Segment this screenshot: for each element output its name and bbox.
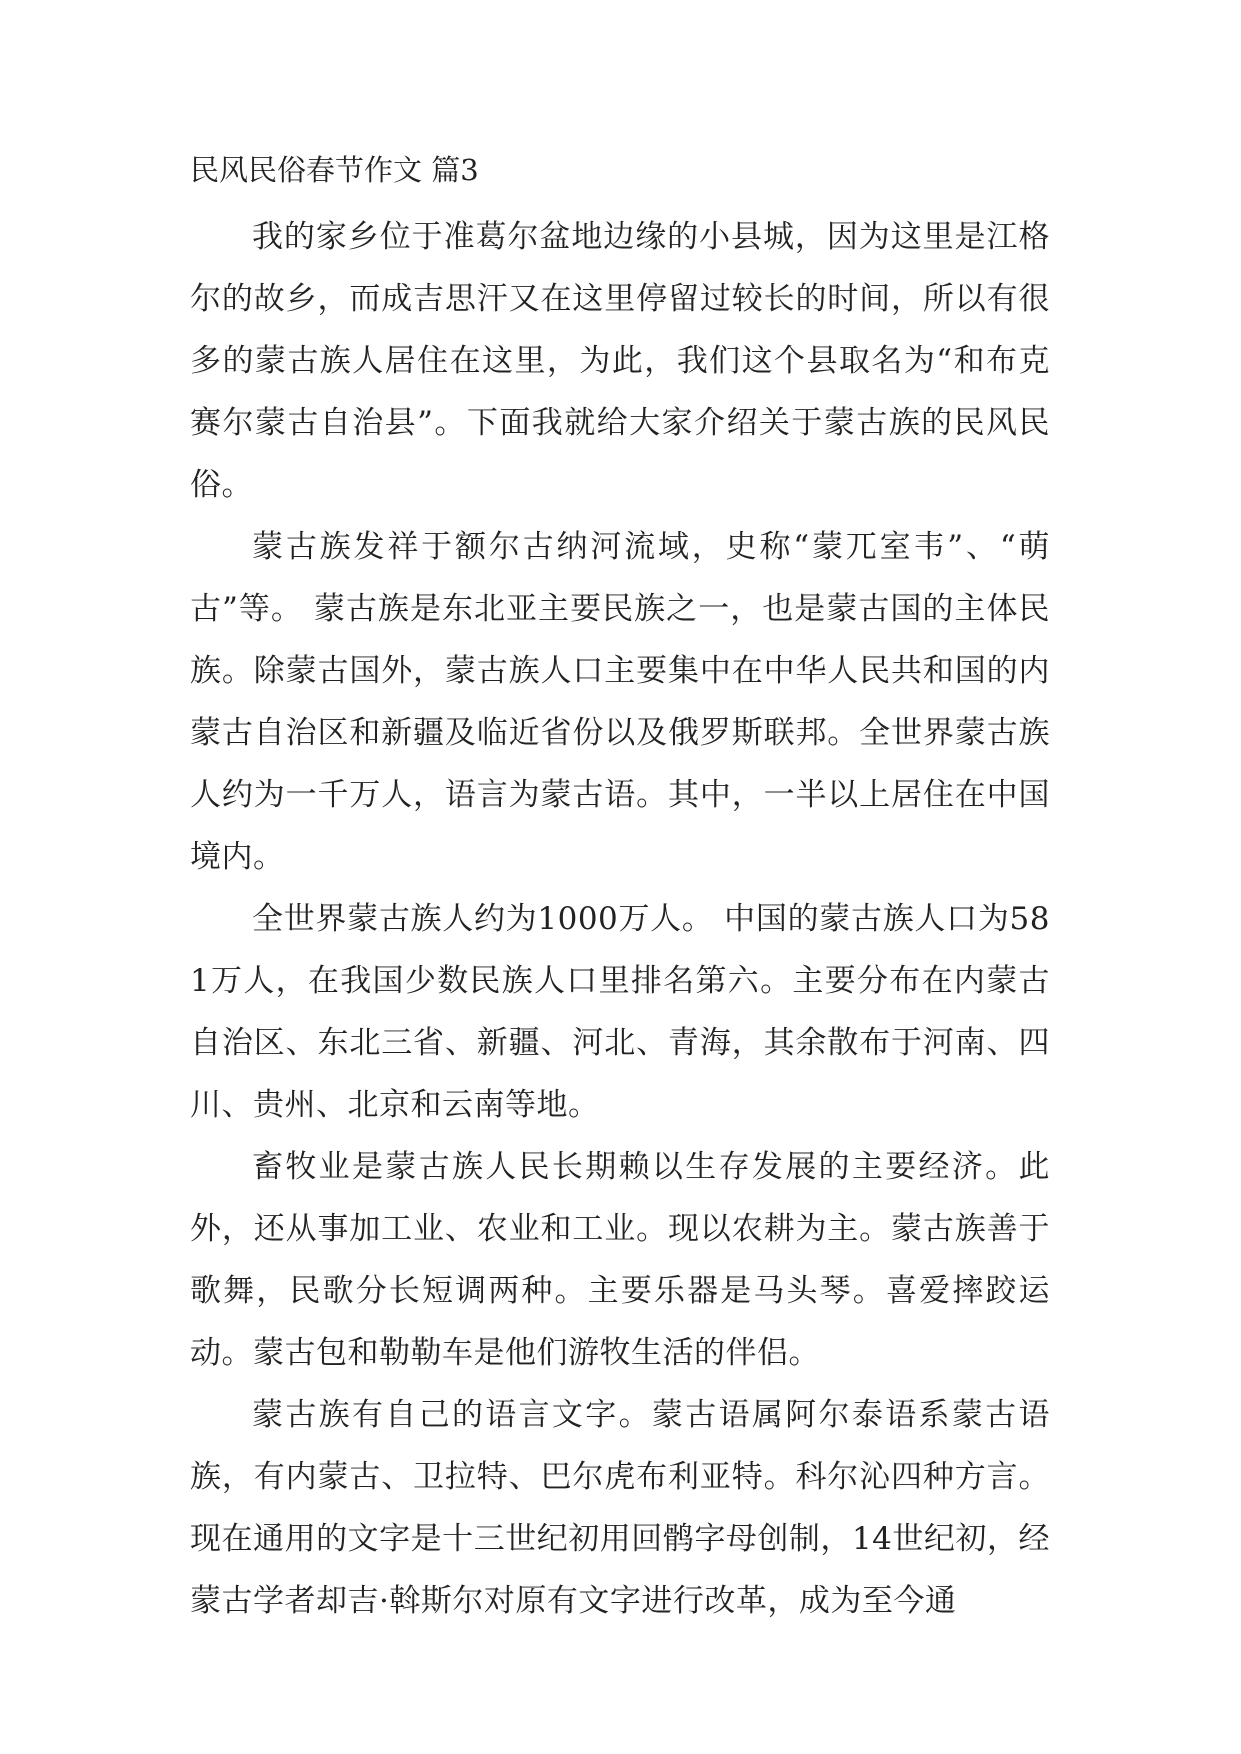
paragraph-5: 蒙古族有自己的语言文字。蒙古语属阿尔泰语系蒙古语族，有内蒙古、卫拉特、巴尔虎布利亚特。科尔沁四种方言。现在通用的文字是十三世纪初用回鹘字母创制，14世纪初，经蒙古学者却吉·斡斯尔对原有文字进行改革，成为至今通 bbox=[190, 1397, 1050, 1619]
document-title: 民风民俗春节作文 篇3 bbox=[190, 153, 479, 187]
paragraph-3: 全世界蒙古族人约为1000万人。 中国的蒙古族人口为581万人，在我国少数民族人口里排名第六。主要分布在内蒙古自治区、东北三省、新疆、河北、青海，其余散布于河南、四川、贵州、北京和云南等地。 bbox=[190, 901, 1050, 1123]
document-body bbox=[190, 150, 1050, 1632]
paragraph-1: 我的家乡位于准葛尔盆地边缘的小县城，因为这里是江格尔的故乡，而成吉思汗又在这里停留过较长的时间，所以有很多的蒙古族人居住在这里，为此，我们这个县取名为“和布克赛尔蒙古自治县”。下面我就给大家介绍关于蒙古族的民风民俗。 bbox=[190, 219, 1050, 503]
paragraph-2: 蒙古族发祥于额尔古纳河流域，史称“蒙兀室韦”、“萌古”等。 蒙古族是东北亚主要民族之一，也是蒙古国的主体民族。除蒙古国外，蒙古族人口主要集中在中华人民共和国的内蒙古自治区和新疆及临近省份以及俄罗斯联邦。全世界蒙古族人约为一千万人，语言为蒙古语。其中，一半以上居住在中国境内。 bbox=[190, 529, 1050, 875]
paragraph-4: 畜牧业是蒙古族人民长期赖以生存发展的主要经济。此外，还从事加工业、农业和工业。现以农耕为主。蒙古族善于歌舞，民歌分长短调两种。主要乐器是马头琴。喜爱摔跤运动。蒙古包和勒勒车是他们游牧生活的伴侣。 bbox=[190, 1149, 1050, 1371]
